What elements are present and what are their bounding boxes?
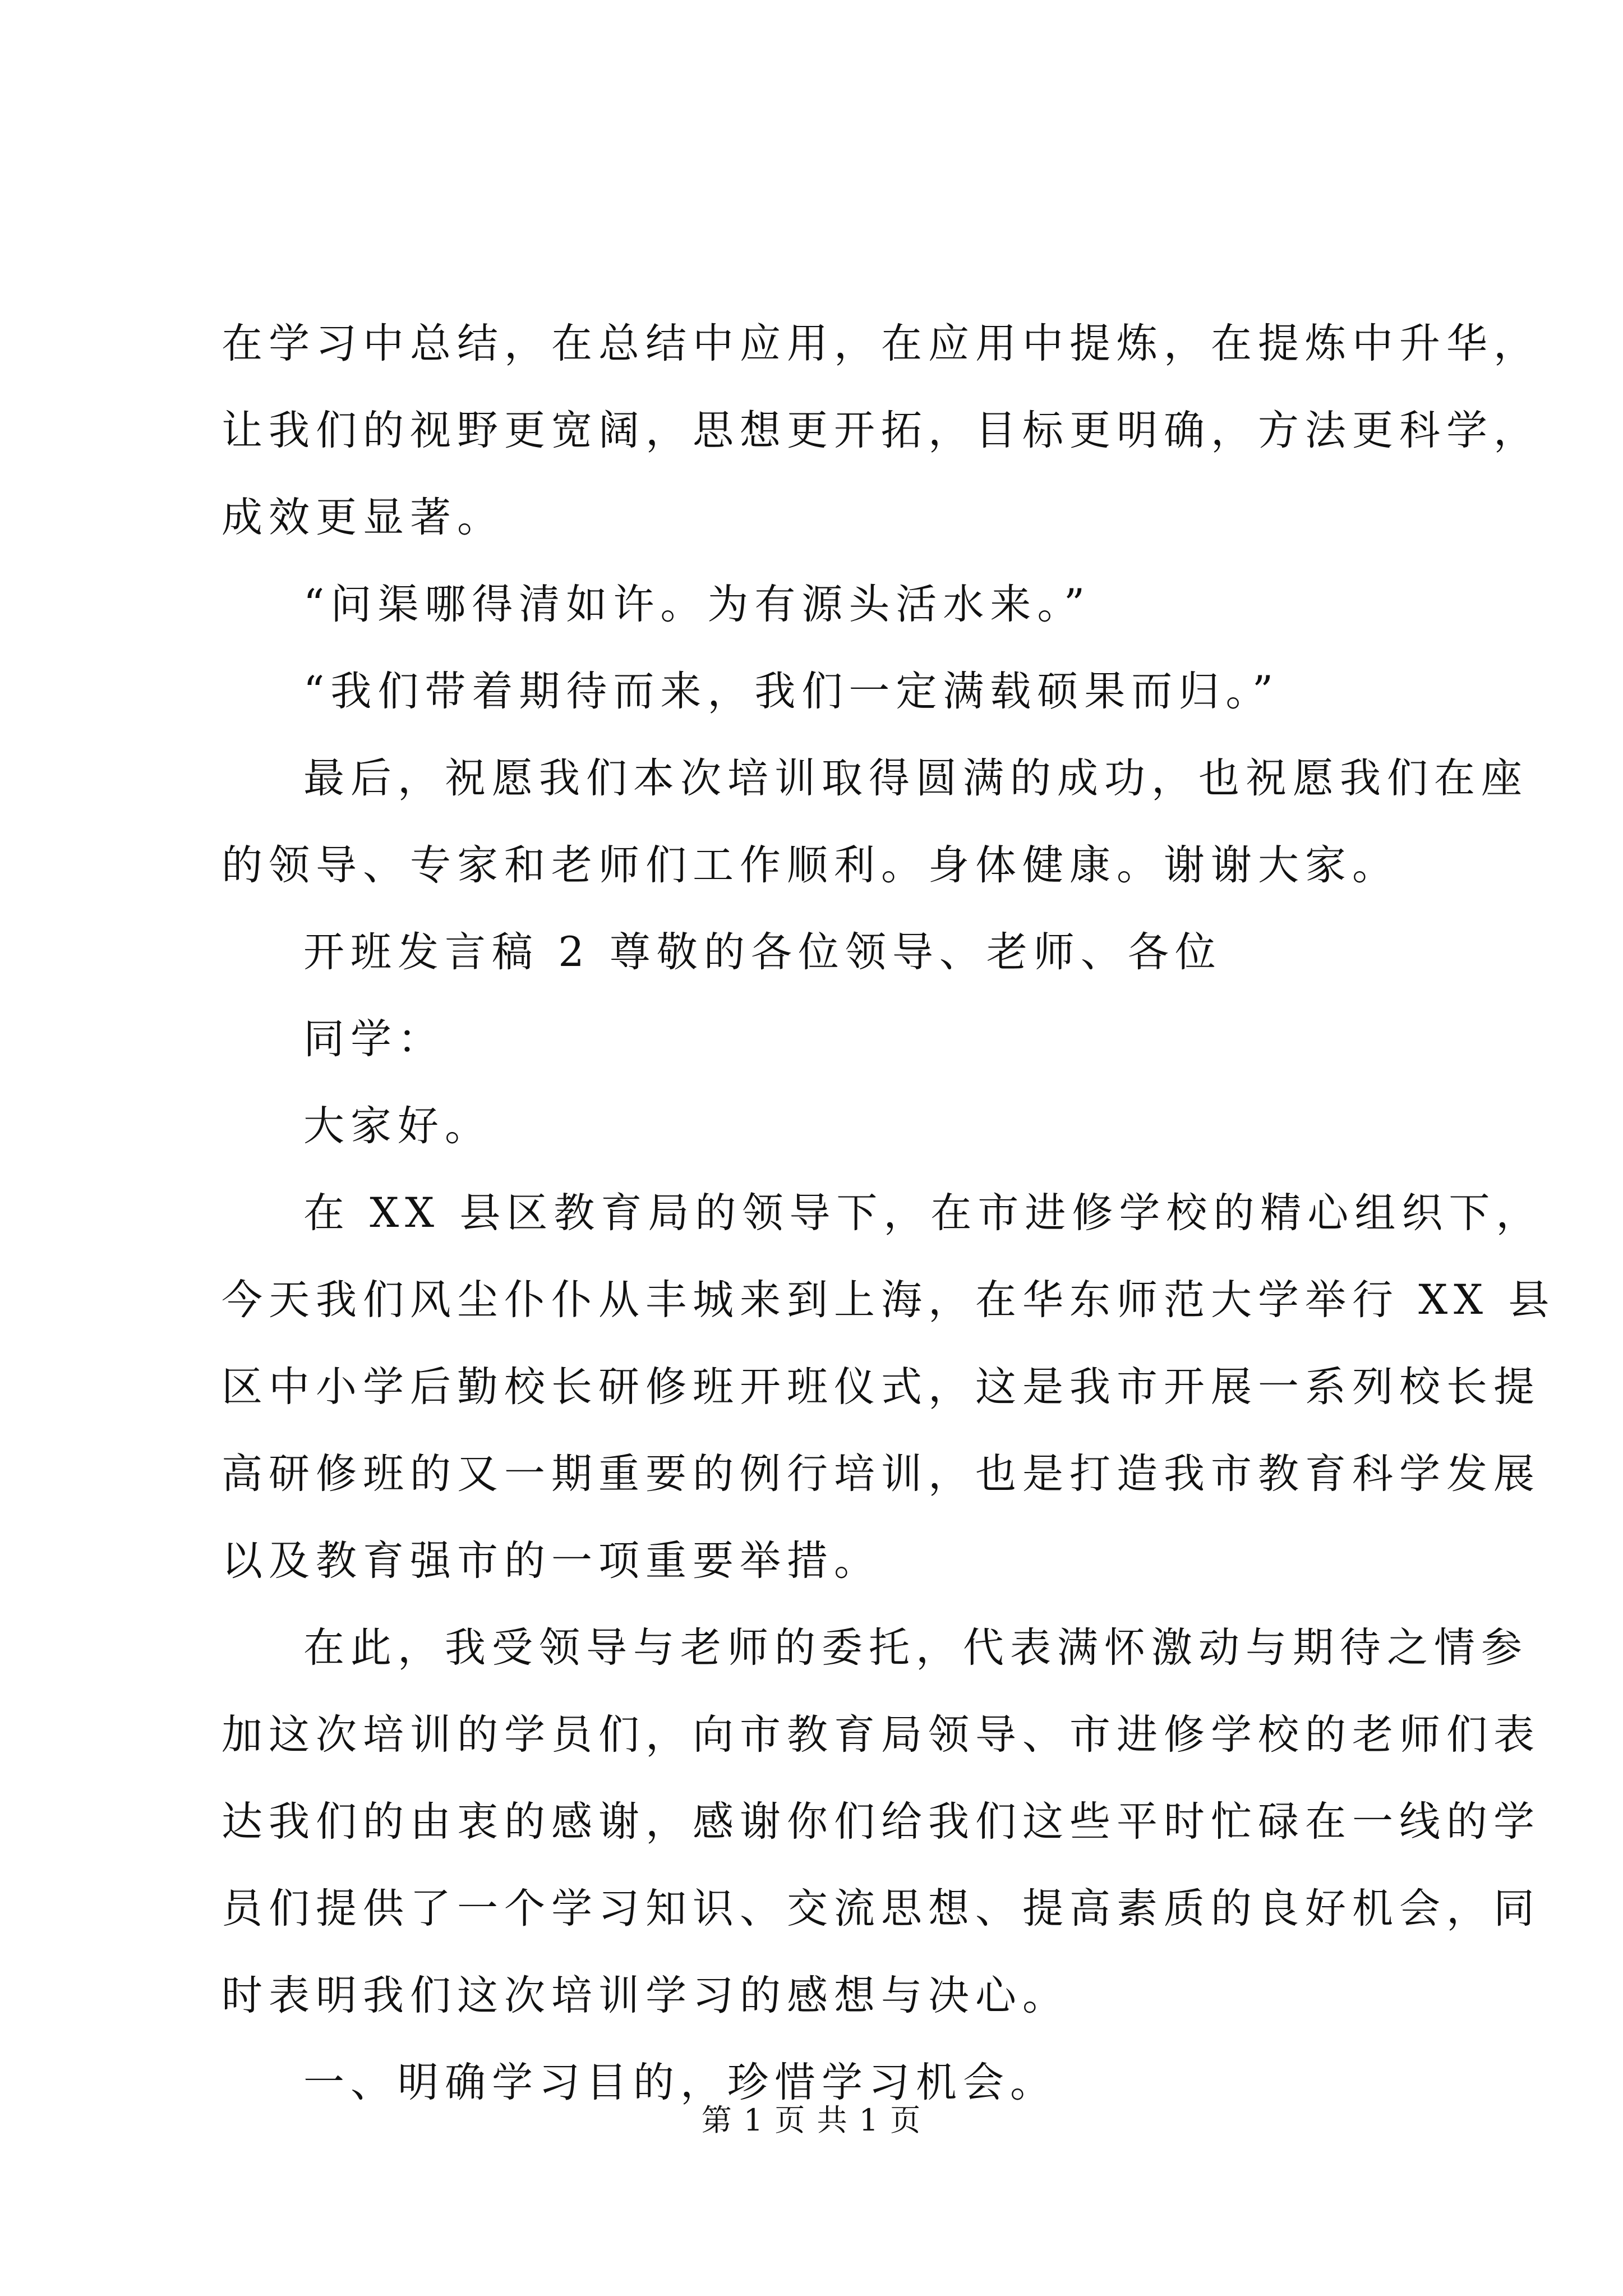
text-line: 的领导、专家和老师们工作顺利。身体健康。谢谢大家。: [222, 841, 1399, 889]
quote-line: “问渠哪得清如许。为有源头活水来。”: [303, 581, 1091, 628]
section-heading: 一、明确学习目的，珍惜学习机会。: [303, 2059, 1057, 2106]
salutation: 同学：: [303, 1015, 445, 1063]
section-title: 开班发言稿 2 尊敬的各位领导、老师、各位: [303, 928, 1222, 976]
page-footer: 第 1 页 共 1 页: [701, 2102, 922, 2138]
quote-line: “我们带着期待而来，我们一定满载硕果而归。”: [303, 668, 1280, 715]
text-line: 在学习中总结，在总结中应用，在应用中提炼，在提炼中升华，: [222, 320, 1541, 367]
text-line: 区中小学后勤校长研修班开班仪式，这是我市开展一系列校长提: [222, 1363, 1541, 1411]
text-line: 加这次培训的学员们，向市教育局领导、市进修学校的老师们表: [222, 1711, 1541, 1759]
text-line: 在 XX 县区教育局的领导下，在市进修学校的精心组织下，: [303, 1189, 1543, 1237]
text-line: 时表明我们这次培训学习的感想与决心。: [222, 1972, 1069, 2019]
text-line: 成效更显著。: [222, 494, 504, 541]
text-line: 高研修班的又一期重要的例行培训，也是打造我市教育科学发展: [222, 1450, 1541, 1498]
text-line: 今天我们风尘仆仆从丰城来到上海，在华东师范大学举行 XX 县: [222, 1276, 1556, 1324]
text-line: 最后，祝愿我们本次培训取得圆满的成功，也祝愿我们在座: [303, 754, 1528, 802]
text-line: 以及教育强市的一项重要举措。: [222, 1537, 881, 1585]
greeting: 大家好。: [303, 1102, 492, 1150]
text-line: 让我们的视野更宽阔，思想更开拓，目标更明确，方法更科学，: [222, 407, 1541, 454]
text-line: 达我们的由衷的感谢，感谢你们给我们这些平时忙碌在一线的学: [222, 1798, 1541, 1846]
text-line: 在此，我受领导与老师的委托，代表满怀激动与期待之情参: [303, 1624, 1528, 1672]
text-line: 员们提供了一个学习知识、交流思想、提高素质的良好机会，同: [222, 1885, 1541, 1932]
